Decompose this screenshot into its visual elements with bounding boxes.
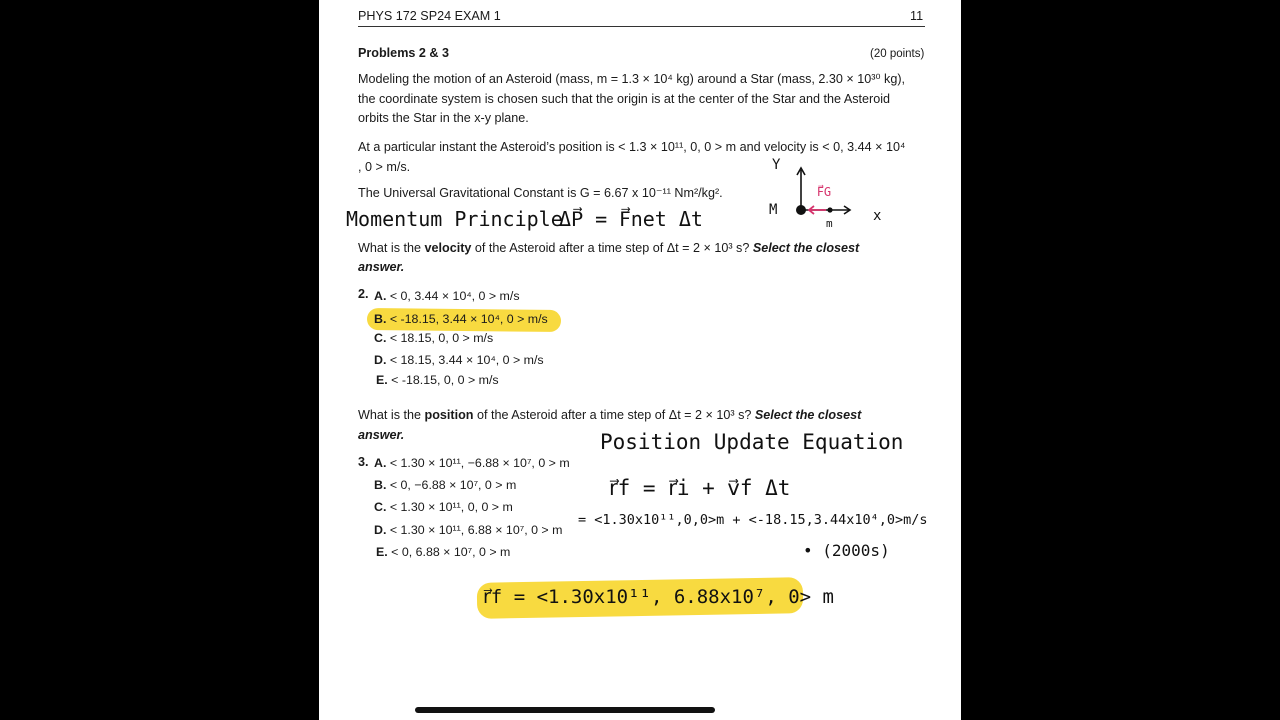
exam-title: PHYS 172 SP24 EXAM 1 <box>358 9 501 23</box>
q3-option-d-letter: D. <box>374 523 387 537</box>
hw-x-label: x <box>873 208 882 224</box>
exam-page <box>319 0 961 720</box>
q2-prompt-post: of the Asteroid after a time step of Δt = 2 × 10³ s? <box>471 241 753 255</box>
q2-option-b-letter: B. <box>374 312 387 326</box>
q3-option-d-text: < 1.30 × 10¹¹, 6.88 × 10⁷, 0 > m <box>389 523 563 537</box>
hw-final-answer: r⃗f = <1.30x10¹¹, 6.88x10⁷, 0> m <box>483 586 834 608</box>
hw-star-label: M <box>769 202 778 218</box>
q2-option-a-letter: A. <box>374 289 387 303</box>
q2-prompt-select-2: answer. <box>358 260 405 274</box>
force-diagram <box>764 158 904 238</box>
q3-option-c[interactable] <box>374 500 513 514</box>
q3-option-c-letter: C. <box>374 500 387 514</box>
q2-prompt <box>358 239 859 259</box>
q2-number: 2. <box>358 287 369 301</box>
instant-line-2: , 0 > m/s. <box>358 160 411 174</box>
q3-option-b[interactable] <box>374 478 516 492</box>
q3-prompt-select: Select the closest <box>754 408 862 422</box>
q3-option-b-letter: B. <box>374 478 387 492</box>
star-dot <box>796 205 806 215</box>
q2-option-c-letter: C. <box>374 331 387 345</box>
page-number: 11 <box>910 9 924 23</box>
hw-substitution: = <1.30x10¹¹,0,0>m + <-18.15,3.44x10⁴,0>m/s <box>578 512 928 528</box>
hw-update-title: Position Update Equation <box>600 430 904 454</box>
q2-option-c-text: < 18.15, 0, 0 > m/s <box>389 331 494 345</box>
q2-option-c[interactable] <box>374 331 493 345</box>
q3-option-a[interactable] <box>374 456 570 470</box>
q3-prompt-post: of the Asteroid after a time step of Δt = 2 × 10³ s? <box>473 408 755 422</box>
q2-option-d-text: < 18.15, 3.44 × 10⁴, 0 > m/s <box>389 353 544 367</box>
q3-number: 3. <box>358 455 369 469</box>
intro-line-2: the coordinate system is chosen such that the origin is at the center of the Star and the Asteroid <box>358 92 891 106</box>
q2-prompt-pre: What is the <box>358 241 425 255</box>
problem-points: (20 points) <box>870 48 925 60</box>
q3-option-a-letter: A. <box>374 456 387 470</box>
q2-option-e-letter: E. <box>376 373 388 387</box>
q2-option-b-text: < -18.15, 3.44 × 10⁴, 0 > m/s <box>389 312 548 326</box>
hw-momentum-equation: ΔP⃗ = F⃗net Δt <box>559 207 703 231</box>
q2-option-d[interactable] <box>374 353 544 367</box>
q3-prompt-pre: What is the <box>358 408 425 422</box>
hw-y-label: Y <box>772 157 781 173</box>
intro-line-3: orbits the Star in the x-y plane. <box>358 111 529 125</box>
q2-option-a[interactable] <box>374 289 520 303</box>
header-rule <box>358 26 925 27</box>
q3-prompt-select-2: answer. <box>358 428 405 442</box>
q2-prompt-bold: velocity <box>424 241 472 255</box>
hw-momentum-title: Momentum Principle <box>346 207 563 231</box>
q2-option-a-text: < 0, 3.44 × 10⁴, 0 > m/s <box>389 289 520 303</box>
q3-option-b-text: < 0, −6.88 × 10⁷, 0 > m <box>389 478 517 492</box>
q2-prompt-select: Select the closest <box>752 241 860 255</box>
q3-option-e-letter: E. <box>376 545 388 559</box>
instant-line-1: At a particular instant the Asteroid’s position is < 1.3 × 10¹¹, 0, 0 > m and velocity is < 0, 3.44 × 10⁴ <box>358 140 906 154</box>
asteroid-dot <box>827 207 832 212</box>
q3-option-d[interactable] <box>374 523 562 537</box>
q3-option-e[interactable] <box>376 545 510 559</box>
gravitational-constant: The Universal Gravitational Constant is G = 6.67 x 10⁻¹¹ Nm²/kg². <box>358 186 723 200</box>
q3-option-c-text: < 1.30 × 10¹¹, 0, 0 > m <box>389 500 513 514</box>
q3-prompt <box>358 406 861 426</box>
hw-asteroid-label: m <box>826 217 833 230</box>
q3-option-e-text: < 0, 6.88 × 10⁷, 0 > m <box>391 545 511 559</box>
q2-option-b[interactable] <box>374 312 548 326</box>
hw-force-label: F⃗G <box>817 185 832 199</box>
hw-time-factor: • (2000s) <box>803 541 890 560</box>
problem-heading: Problems 2 & 3 <box>358 46 449 60</box>
q2-option-e[interactable] <box>376 373 499 387</box>
q3-prompt-line-2 <box>358 426 404 446</box>
q2-prompt-line-2 <box>358 258 404 278</box>
intro-line-1: Modeling the motion of an Asteroid (mass, m = 1.3 × 10⁴ kg) around a Star (mass, 2.30 × 10³⁰ kg), <box>358 72 906 86</box>
q2-option-d-letter: D. <box>374 353 387 367</box>
q3-prompt-bold: position <box>424 408 474 422</box>
q3-option-a-text: < 1.30 × 10¹¹, −6.88 × 10⁷, 0 > m <box>389 456 570 470</box>
home-indicator[interactable] <box>415 707 715 713</box>
hw-update-equation: r⃗f = r⃗i + v⃗f Δt <box>609 476 791 500</box>
q2-option-e-text: < -18.15, 0, 0 > m/s <box>391 373 499 387</box>
